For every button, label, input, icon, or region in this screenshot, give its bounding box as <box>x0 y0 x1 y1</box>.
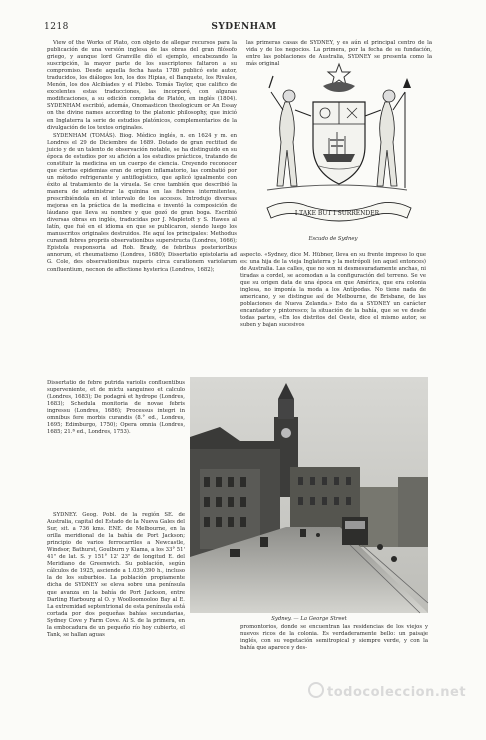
right-column-text <box>240 252 426 370</box>
middle-left-column <box>47 380 185 510</box>
bottom-right-text <box>240 624 428 664</box>
running-head: SYDENHAM <box>211 22 277 32</box>
watermark-text: todocoleccion.net <box>327 685 467 700</box>
george-street-photo <box>190 377 428 613</box>
page-number: 1218 <box>44 22 69 32</box>
coat-of-arms-icon <box>253 58 421 234</box>
paragraph-sydney-geog: SYDNEY. Geog. Pobl. de la región SE. de Australia, capital del Estado de la Nueva Gales del Sur, sit. a 736 kms. ENE. de Melbourne, en la orilla meridional de la bahía de Port Jackson; principio de varios ferrocarriles a Newcastle, Windsor, Bathurst, Goulburn y Kiama, a los 33° 51' 41" de lat. S. y 151° 12' 23" de longitud E. del Meridiano de Greenwich. Su población, según cálculos de 1925, asciende a 1.039,390 h., incluso la de los suburbios. La población propiamente dicha de SYDNEY se eleva sobre una península que avanza en la bahía de Port Jackson, entre Darling Harbourg al O. y Woolloomooloo Bay al E. La extremidad septentrional de esta península está cortada por dos pequeñas bahías secundarias, Sydney Cove y Farm Cove. Al S. de la primera, en la embocadura de un pequeño río hoy cubierto, el Tank, se hallan aguas <box>47 512 185 638</box>
coat-caption: Escudo de Sydney <box>308 236 358 242</box>
george-street-image <box>190 377 428 613</box>
watermark <box>308 682 476 702</box>
watermark-logo-icon <box>308 682 324 698</box>
paragraph-plato: View of the Works of Plato, con objeto de allegar recursos para la publicación de una versión inglesa de las obras del gran filósofo griego, y aunque lord Granville dió el ejemplo, encabezando la suscripción, la mayor parte de los suscriptores faltaron a su compromiso. Desde aquella fecha hasta 1780 publicó este autor, traducidos, los diálogos Ion, los dos Hipias, el Banquete, los Rivales, Menón, los dos Alcibíades y el Filebo. Tomás Taylor, que califico de excelentes estas traducciones, las incorporó, con algunas modificaciones, a su edición completa de Platón, en inglés (1804). SYDENHAM escribió, además, Onomasticon theologicum or An Essay on the divine names according to the platonic philosophy, que inició en Inglaterra la serie de estudios platónicos, complementarios de la divulgación de los textos originales. <box>47 40 237 131</box>
sydney-entry-column <box>47 512 185 662</box>
page-header <box>44 22 444 36</box>
paragraph-promontorios: promontorios, donde se encuentran las residencias de los viejos y nuevos ricos de la colonia. Es verdaderamente bello: un paisaje inglés, con su vegetación semitropical y siempre verde, y con la bahía que aparece y des- <box>240 624 428 652</box>
paragraph-sydenham-tomas: SYDENHAM (TOMÁS). Biog. Médico inglés, n. en 1624 y m. en Londres el 29 de Diciembre de 1689. Dotado de gran rectitud de juicio y de un talento de observación notable, se ha distinguido en su época de estudios por su afición a los estudios prácticos, tratando de constituir la medicina en un cuerpo de ciencia. Creyendo reconocer que ciertas epidemias eran de origen inflamatorio, las combatió por un método refrigerante y antiflogístico, que aplicó igualmente con éxito al tratamiento de la viruela. Se cree también que describió la manera de administrar la quinina en las fiebres intermitentes, prescribiéndola en el intervalo de los accesos. Introdujo diversas mejoras en la práctica de la medicina e inventó la composición de láudano que lleva su nombre y que gozó de gran boga. Escribió diversas obras en inglés, traducidas por J. Mapletoft y S. Hawes al latín, que fué en el idioma en que se publicaron, siendo luego los manuscritos originales destruidos. He aquí los principales: Methodus curandi febres propriis observationibus superstructa (Londres, 1666); Epistola responsoria ad Rob. Brady, de febribus posterioribus annorum, et rheumatismo (Londres, 1680); Dissertatio epistolaria ad G. Cole, des observationibus nuperis circa curationem variolarum confluentium, necnon de affectione hysterica (Londres, 1682); <box>47 132 237 273</box>
photo-caption: Sydney. — La George Street <box>271 616 347 622</box>
paragraph-sydenham-works: Dissertatio de febre putrida variolis confluentibus superveniente, et de mictu sanguineo et calculo (Londres, 1683); De podagrá et hydrope (Londres, 1683); Schedula monitoria de novae febris ingressu (Londres, 1686); Processus integri in omnibus fere morbis curandis (8.° ed., Londres, 1695; Edimburgo, 1750); Opera omnia (Londres, 1685; 21.ª ed., Londres, 1753). <box>47 380 185 436</box>
coat-motto: I TAKE BUT I SURRENDER <box>294 210 380 217</box>
right-column-intro: las primeras casas de SYDNEY, y es aún el principal centro de la vida y de los negocios. La primera, por la fecha de su fundación, entre las poblaciones de Australia, SYDNEY se presenta como la más original <box>246 40 432 68</box>
coat-of-arms <box>253 58 421 234</box>
paragraph-sydney-aspect: aspecto. «Sydney, dice M. Hübner, lleva en su frente impreso lo que es: una hija de la vieja Inglaterra y la metrópoli (en aquel entonces) de Australia. Las calles, que no son ni desmesuradamente anchas, ni tiradas a cordel, se acomodan a la configuración del terreno. Se ve que su origen data de una época en que América, que era colonia inglesa, no imponía la moda a los Antípodas. No tiene nada de americano, y se distingue así de Melbourne, de Brisbane, de las poblaciones de Nueva Zelanda.» Esto da a SYDNEY un carácter encantador y pintoresco; la situación de la bahía, que se ve desde todas partes, «En los distritos del Oeste, dice el mismo autor, se suben y bajan sucesivos <box>240 252 426 329</box>
